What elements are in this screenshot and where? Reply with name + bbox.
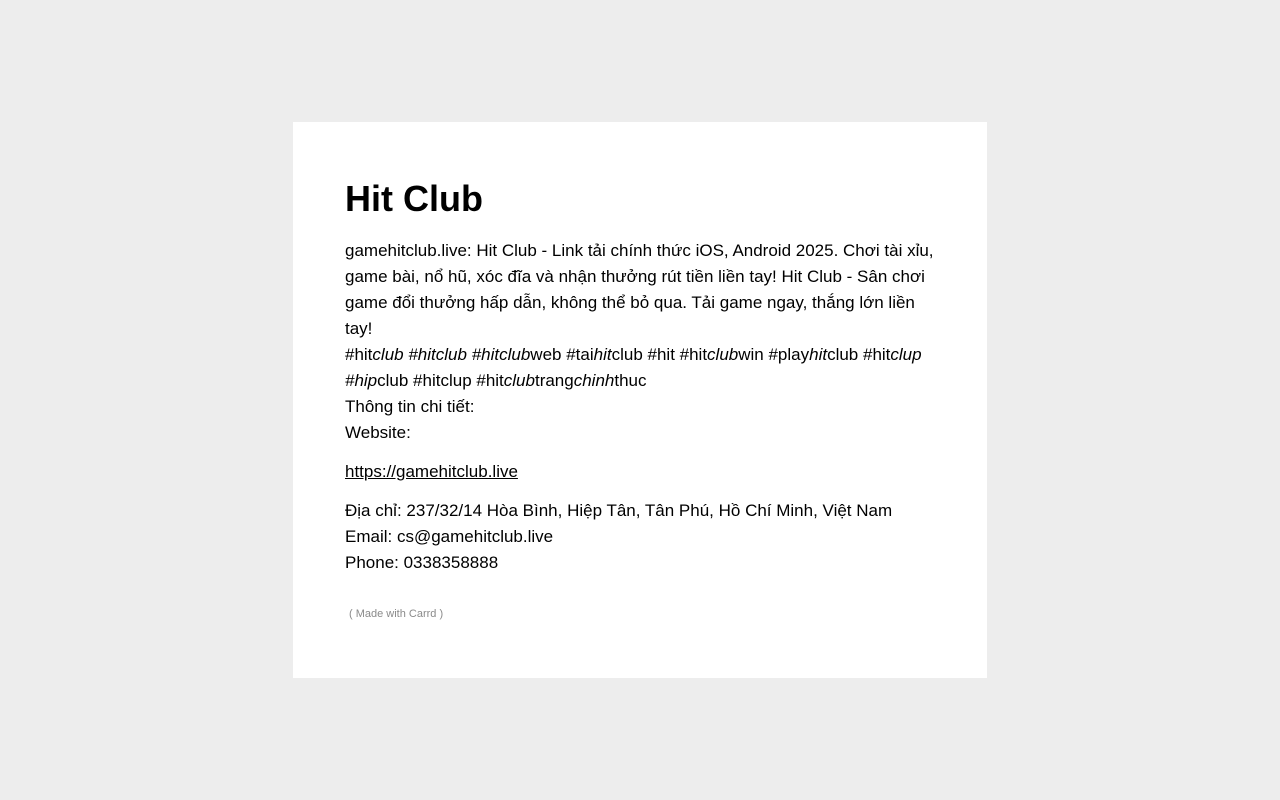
description-text: gamehitclub.live: Hit Club - Link tải chính thức iOS, Android 2025. Chơi tài xỉu, game bài, nổ hũ, xóc đĩa và nhận thưởng rút tiền liền tay! Hit Club - Sân chơi game đổi thưởng hấp dẫn, không thể bỏ qua. Tải game ngay, thắng lớn liền tay!: [345, 241, 934, 338]
hashtag-segment: trang: [534, 371, 574, 390]
page-title: Hit Club: [345, 178, 483, 219]
hashtag-italic-segment: hit: [809, 345, 828, 364]
hashtag-italic-segment: #hitclub: [471, 345, 531, 364]
hashtag-segment: club #hitclup #hit: [377, 371, 504, 390]
website-link[interactable]: https://gamehitclub.live: [345, 462, 518, 481]
website-label: Website:: [345, 423, 411, 442]
hashtag-segment: win #play: [738, 345, 810, 364]
details-label: Thông tin chi tiết:: [345, 397, 475, 416]
phone-text: Phone: 0338358888: [345, 553, 499, 572]
contact-info: [345, 498, 935, 576]
hashtag-italic-segment: club: [707, 345, 739, 364]
hashtag-segment: thuc: [614, 371, 647, 390]
hashtag-italic-segment: #hip: [345, 371, 378, 390]
hashtag-italic-segment: hit: [593, 345, 612, 364]
hashtag-segment: web #tai: [530, 345, 594, 364]
hashtag-italic-segment: club: [503, 371, 535, 390]
hashtag-italic-segment: chinh: [573, 371, 615, 390]
hashtag-segment: #hit: [345, 345, 373, 364]
hashtag-italic-segment: #hitclub: [408, 345, 467, 364]
hashtag-segment: club #hit #hit: [611, 345, 708, 364]
hashtag-italic-segment: clup: [890, 345, 922, 364]
hashtag-segment: club #hit: [827, 345, 891, 364]
hashtags-text: [345, 342, 935, 394]
hashtag-italic-segment: club: [372, 345, 404, 364]
website-link-row: [345, 459, 935, 485]
email-text: Email: cs@gamehitclub.live: [345, 527, 554, 546]
content-card: [293, 122, 987, 678]
made-with-carrd-link[interactable]: ( Made with Carrd ): [349, 608, 444, 620]
address-text: Địa chỉ: 237/32/14 Hòa Bình, Hiệp Tân, Tân Phú, Hồ Chí Minh, Việt Nam: [345, 501, 893, 520]
content-body: [345, 238, 935, 446]
